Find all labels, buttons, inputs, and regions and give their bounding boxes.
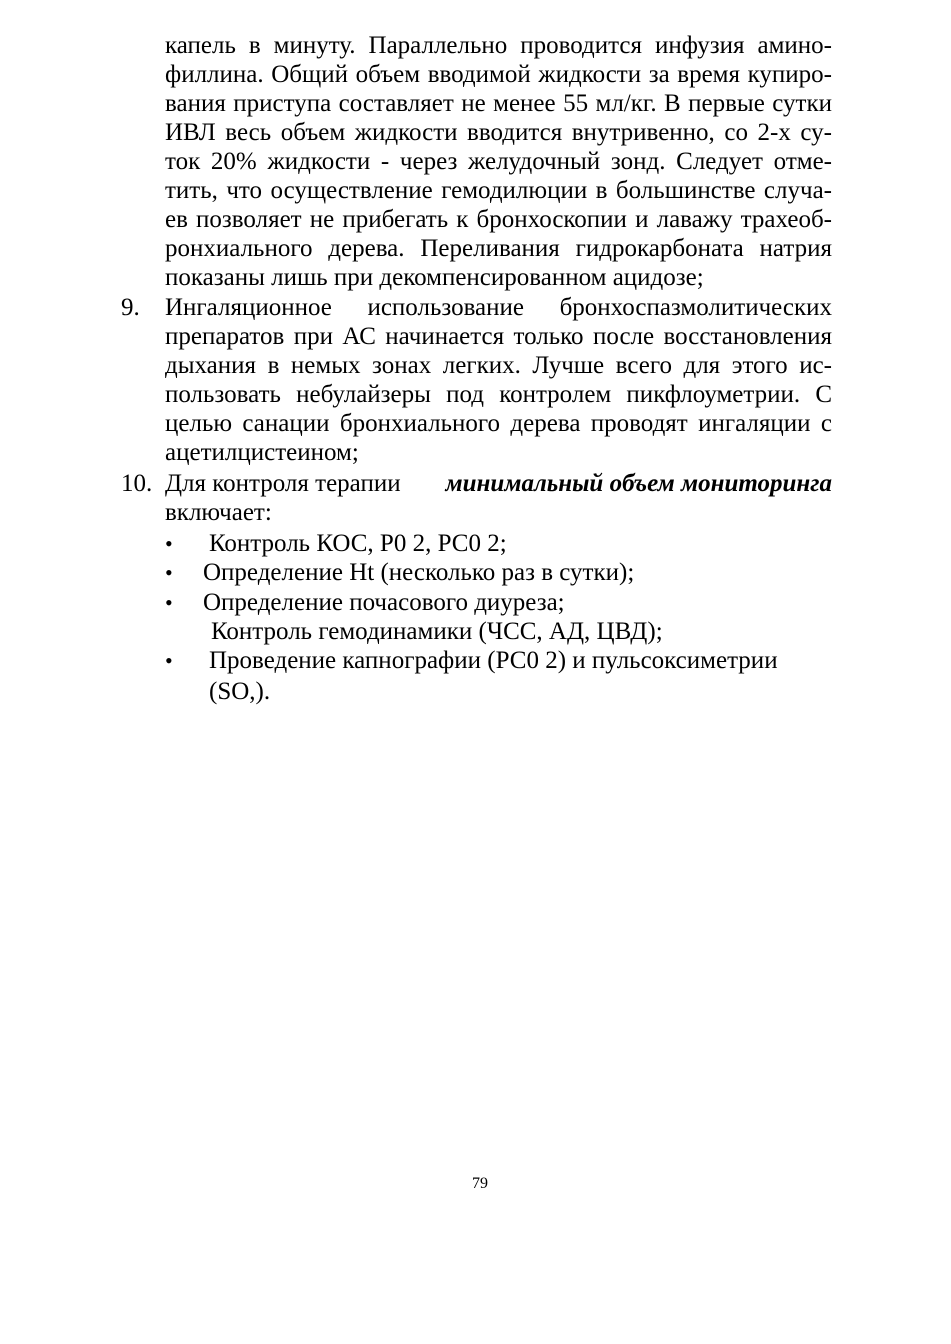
bullet-text: (SO,).: [209, 678, 271, 705]
paragraph-line: филлина. Общий объем вводимой жидкости за время купиро-: [165, 61, 832, 88]
list-item-line: пользовать небулайзеры под контролем пикфлоуметрии. С: [165, 381, 832, 408]
paragraph-line: ронхиального дерева. Переливания гидрокарбоната натрия: [165, 235, 832, 262]
bullet-text: Контроль КОС, Р0 2, РС0 2;: [209, 530, 507, 557]
list-item-line: целью санации бронхиального дерева проводят ингаляции с: [165, 410, 832, 437]
bullet-icon: •: [165, 590, 173, 615]
list-number-10: 10.: [121, 470, 153, 497]
paragraph-line: тить, что осуществление гемодилюции в большинстве случа-: [165, 177, 832, 204]
bullet-text: Проведение капнографии (РС0 2) и пульсоксиметрии: [209, 647, 778, 674]
list-item-text: Для контроля терапии: [165, 470, 401, 497]
paragraph-line: ток 20% жидкости - через желудочный зонд. Следует отме-: [165, 148, 832, 175]
paragraph-line: капель в минуту. Параллельно проводится инфузия амино-: [165, 32, 832, 59]
list-item-line: Ингаляционное использование бронхоспазмолитических: [165, 294, 832, 321]
emphasis-text: минимальный объем мониторинга: [445, 470, 832, 497]
list-item-line: включает:: [165, 499, 272, 526]
bullet-icon: •: [165, 531, 173, 556]
paragraph-line: ев позволяет не прибегать к бронхоскопии и лаважу трахеоб-: [165, 206, 832, 233]
bullet-text: Определение Ht (несколько раз в сутки);: [203, 559, 635, 586]
list-item-line: [165, 469, 832, 498]
bullet-icon: •: [165, 560, 173, 585]
bullet-text: Контроль гемодинамики (ЧСС, АД, ЦВД);: [211, 618, 663, 645]
list-number-9: 9.: [121, 294, 140, 321]
list-item-line: дыхания в немых зонах легких. Лучше всего для этого ис-: [165, 352, 832, 379]
list-item-line: ацетилцистеином;: [165, 439, 359, 466]
bullet-text: Определение почасового диуреза;: [203, 589, 565, 616]
list-item-line: препаратов при АС начинается только после восстановления: [165, 323, 832, 350]
paragraph-line: ИВЛ весь объем жидкости вводится внутривенно, со 2-х су-: [165, 119, 832, 146]
paragraph-line: вания приступа составляет не менее 55 мл/кг. В первые сутки: [165, 90, 832, 117]
bullet-icon: •: [165, 648, 173, 673]
page-number: 79: [472, 1175, 488, 1192]
paragraph-line: показаны лишь при декомпенсированном ацидозе;: [165, 264, 704, 291]
